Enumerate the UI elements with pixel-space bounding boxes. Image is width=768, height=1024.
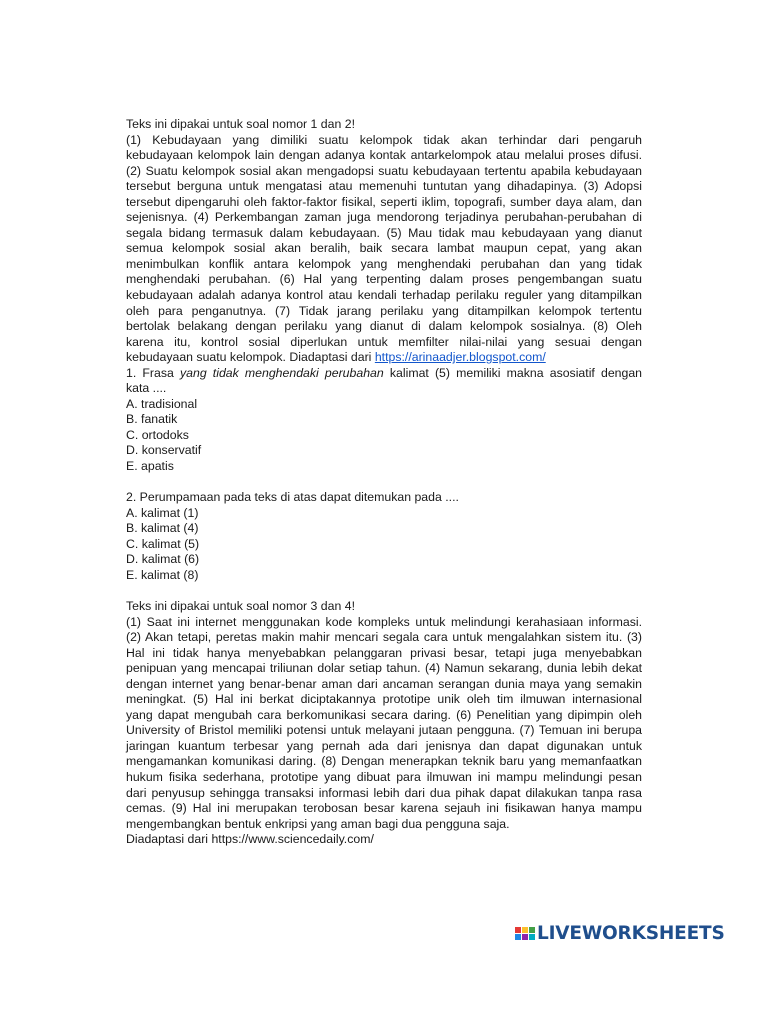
question1-prefix: 1. Frasa xyxy=(126,365,174,380)
passage1-intro: Teks ini dipakai untuk soal nomor 1 dan 2! xyxy=(126,117,355,131)
passage1-line: bertolak belakang dengan perilaku yang dianut di dalam kelompok sosialnya. (8) Oleh xyxy=(126,319,642,334)
liveworksheets-logo xyxy=(515,922,725,944)
answer-option: A. tradisional xyxy=(126,396,198,411)
logo-square xyxy=(515,934,521,940)
passage1-line: kebudayaan adalah adanya kontrol atau kendali terhadap perilaku reguler yang ditampilkan xyxy=(126,288,642,303)
question1-stem xyxy=(126,366,642,382)
logo-square xyxy=(529,927,535,933)
passage2-line: mengamankan komunikasi daring. (8) Dengan menerapkan teknik baru yang memanfaatkan xyxy=(126,754,642,769)
passage2-line: meningkat. (5) Hal ini berkat diciptakannya prototipe unik oleh tim ilmuwan internasional xyxy=(126,692,642,707)
logo-square xyxy=(522,927,528,933)
passage1-body xyxy=(126,133,642,351)
passage1-last-line xyxy=(126,350,642,366)
worksheet-text xyxy=(126,117,642,848)
answer-option: B. fanatik xyxy=(126,412,178,427)
passage2-line: jaringan kuantum terbesar yang pernah ada dari jenisnya dan dapat digunakan untuk xyxy=(126,738,642,753)
logo-square xyxy=(522,934,528,940)
passage1-line: (1) Kebudayaan yang dimiliki suatu kelompok tidak akan terhindar dari pengaruh xyxy=(126,132,642,147)
liveworksheets-logo-icon xyxy=(515,927,535,940)
passage2-last-line: mengembangkan bentuk enkripsi yang aman bagi dua pengguna saja. xyxy=(126,816,510,831)
answer-option: B. kalimat (4) xyxy=(126,521,199,536)
passage2-line: University of Bristol memiliki potensi untuk melayani jutaan pengguna. (7) Temuan ini berupa xyxy=(126,723,642,738)
passage1-line: semua kelompok sosial akan beralih, baik secara lambat maupun cepat, yang akan xyxy=(126,241,642,256)
passage1-line: oleh para penganutnya. (7) Tidak jarang perilaku yang ditampilkan kelompok tertentu xyxy=(126,303,642,318)
passage1-line: kebudayaan kelompok lain dengan adanya kontak antarkelompok atau melalui proses difusi. xyxy=(126,148,642,163)
passage2-line: (2) Akan tetapi, peretas makin mahir mencari segala cara untuk mengalahkan sistem itu. (3) xyxy=(126,630,642,645)
question1-stem-line2: kata .... xyxy=(126,381,167,396)
passage1-line: tersebut berguna untuk mengatasi atau memenuhi tuntutan yang dihadapinya. (3) Adopsi xyxy=(126,179,642,194)
passage2-line: dengan internet yang benar-benar aman dari ancaman serangan dunia maya yang semakin xyxy=(126,676,642,691)
liveworksheets-logo-text: LIVEWORKSHEETS xyxy=(537,922,725,944)
logo-square xyxy=(515,927,521,933)
passage1-line: menimbulkan konflik antara kelompok yang menghendaki perubahan dan yang tidak xyxy=(126,256,642,271)
question1-options xyxy=(126,397,642,475)
question2-options xyxy=(126,506,642,584)
passage2-line: dari penyusup sehingga transaksi informasi lebih dari dua pihak dapat dilakukan tanpa rasa xyxy=(126,785,642,800)
passage2-line: Hal ini tidak hanya menyebabkan pelanggaran privasi besar, tetapi juga menyebabkan xyxy=(126,645,642,660)
source-link-arinaadjer[interactable]: https://arinaadjer.blogspot.com/ xyxy=(374,350,546,365)
passage2-body xyxy=(126,615,642,817)
logo-square xyxy=(529,934,535,940)
answer-option: C. ortodoks xyxy=(126,427,189,442)
passage1-line: sejenisnya. (4) Perkembangan zaman juga mendorong terjadinya perubahan-perubahan di xyxy=(126,210,642,225)
passage1-line: karena itu, kontrol sosial diperlukan untuk memfilter nilai-nilai yang sesuai dengan xyxy=(126,334,642,349)
passage2-line: yang dapat mengubah cara berkomunikasi secara daring. (6) Penelitian yang dipimpin oleh xyxy=(126,707,642,722)
answer-option: D. kalimat (6) xyxy=(126,552,200,567)
answer-option: E. apatis xyxy=(126,459,174,474)
passage2-source: Diadaptasi dari https://www.sciencedaily.com/ xyxy=(126,832,374,847)
passage1-last-text: kebudayaan suatu kelompok. Diadaptasi dari xyxy=(126,350,372,365)
passage1-line: menghendaki perubahan. (6) Hal yang terpenting dalam proses pengembangan suatu xyxy=(126,272,642,287)
answer-option: A. kalimat (1) xyxy=(126,505,199,520)
passage2-intro: Teks ini dipakai untuk soal nomor 3 dan 4! xyxy=(126,598,355,613)
passage2-line: hukum fisika sederhana, prototipe yang dibuat para ilmuwan ini mampu melindungi pesan xyxy=(126,769,642,784)
answer-option: E. kalimat (8) xyxy=(126,567,199,582)
question1-italic-phrase: yang tidak menghendaki perubahan xyxy=(180,365,384,380)
answer-option: D. konservatif xyxy=(126,443,202,458)
passage2-line: cemas. (9) Hal ini merupakan terobosan besar karena sejauh ini fisikawan hanya mampu xyxy=(126,801,642,816)
passage2-line: penipuan yang mencapai triliunan dolar setiap tahun. (4) Namun sekarang, dunia lebih dekat xyxy=(126,661,642,676)
passage1-line: tersebut dipengaruhi oleh faktor-faktor fisikal, seperti iklim, topografi, sumber daya alam, dan xyxy=(126,194,642,209)
question2-stem: 2. Perumpamaan pada teks di atas dapat ditemukan pada .... xyxy=(126,490,459,505)
passage1-line: (2) Suatu kelompok sosial akan mengadopsi suatu kebudayaan tertentu apabila kebudayaan xyxy=(126,163,642,178)
question1-suffix: kalimat (5) memiliki makna asosiatif dengan xyxy=(389,365,643,380)
passage2-line: (1) Saat ini internet menggunakan kode kompleks untuk melindungi kerahasiaan informasi. xyxy=(126,614,642,629)
passage1-line: segala bidang termasuk dalam kebudayaan. (5) Mau tidak mau kebudayaan yang dianut xyxy=(126,225,642,240)
answer-option: C. kalimat (5) xyxy=(126,536,200,551)
